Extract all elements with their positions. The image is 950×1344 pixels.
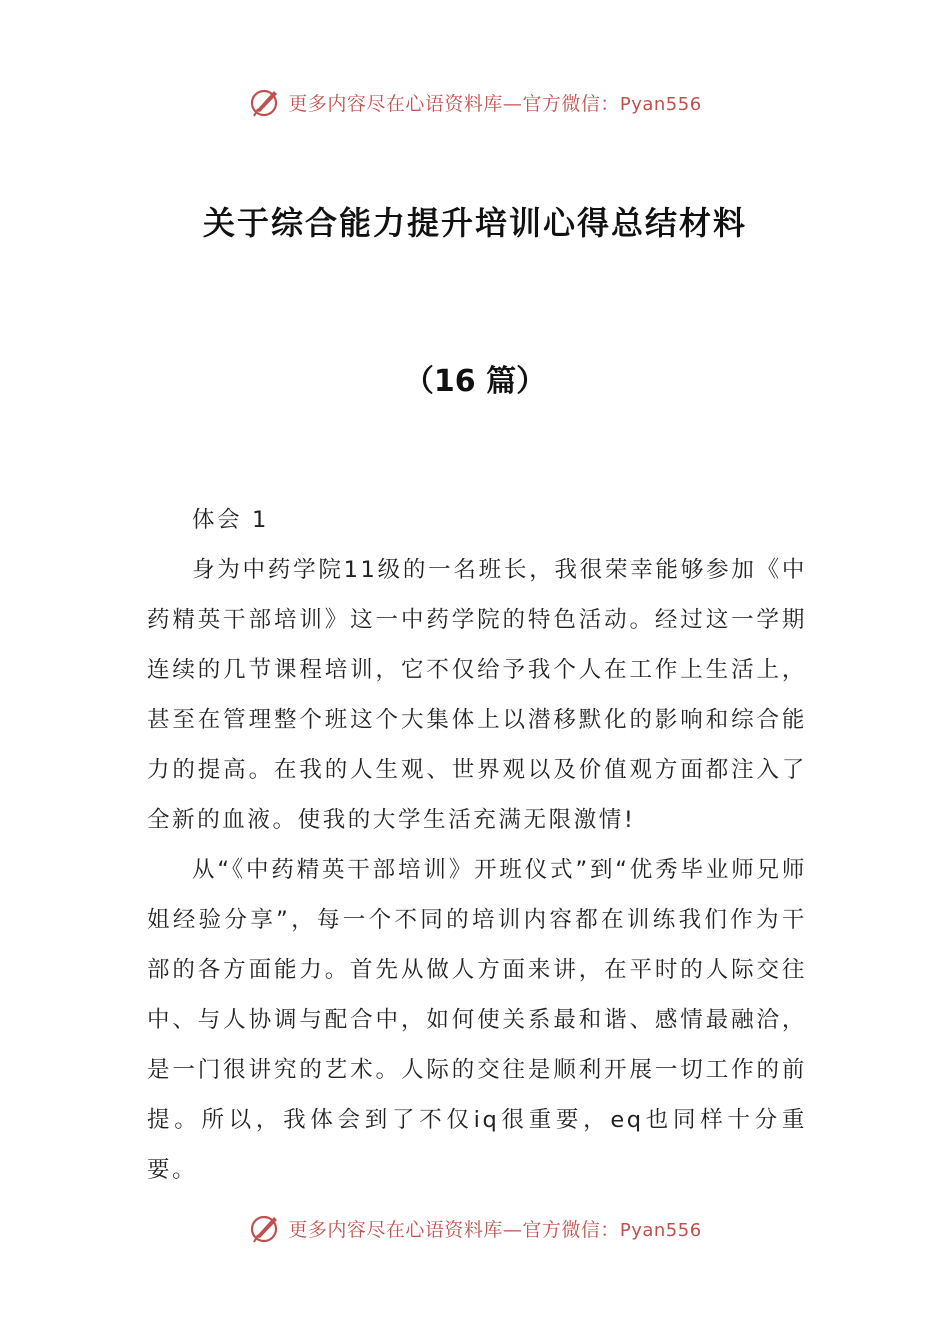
section-heading: 体会 1 [192, 507, 269, 533]
document-title: 关于综合能力提升培训心得总结材料 [202, 204, 747, 242]
watermark-banner-top [0, 82, 950, 122]
document-body [147, 495, 807, 1195]
paragraph-1: 身为中药学院11级的一名班长，我很荣幸能够参加《中药精英干部培训》这一中药学院的特色活动。经过这一学期连续的几节课程培训，它不仅给予我个人在工作上生活上，甚至在管理整个班这个大集体上以潜移默化的影响和综合能力的提高。在我的人生观、世界观以及价值观方面都注入了全新的血液。使我的大学生活充满无限激情! [147, 557, 807, 833]
watermark-text: 更多内容尽在心语资料库—官方微信：Pyan556 [288, 1218, 702, 1241]
paragraph-2: 从“《中药精英干部培训》开班仪式”到“优秀毕业师兄师姐经验分享”，每一个不同的培训内容都在训练我们作为干部的各方面能力。首先从做人方面来讲，在平时的人际交往中、与人协调与配合中，如何使关系最和谐、感情最融洽，是一门很讲究的艺术。人际的交往是顺利开展一切工作的前提。所以，我体会到了不仅iq很重要，eq也同样十分重要。 [147, 857, 807, 1183]
wechat-id: Pyan556 [619, 1219, 702, 1241]
quill-pen-logo-icon [248, 1211, 282, 1245]
document-subtitle: （16 篇） [403, 364, 547, 399]
wechat-id: Pyan556 [619, 93, 702, 115]
watermark-text: 更多内容尽在心语资料库—官方微信：Pyan556 [288, 92, 702, 115]
watermark-banner-bottom [0, 1208, 950, 1248]
quill-pen-logo-icon [248, 85, 282, 119]
